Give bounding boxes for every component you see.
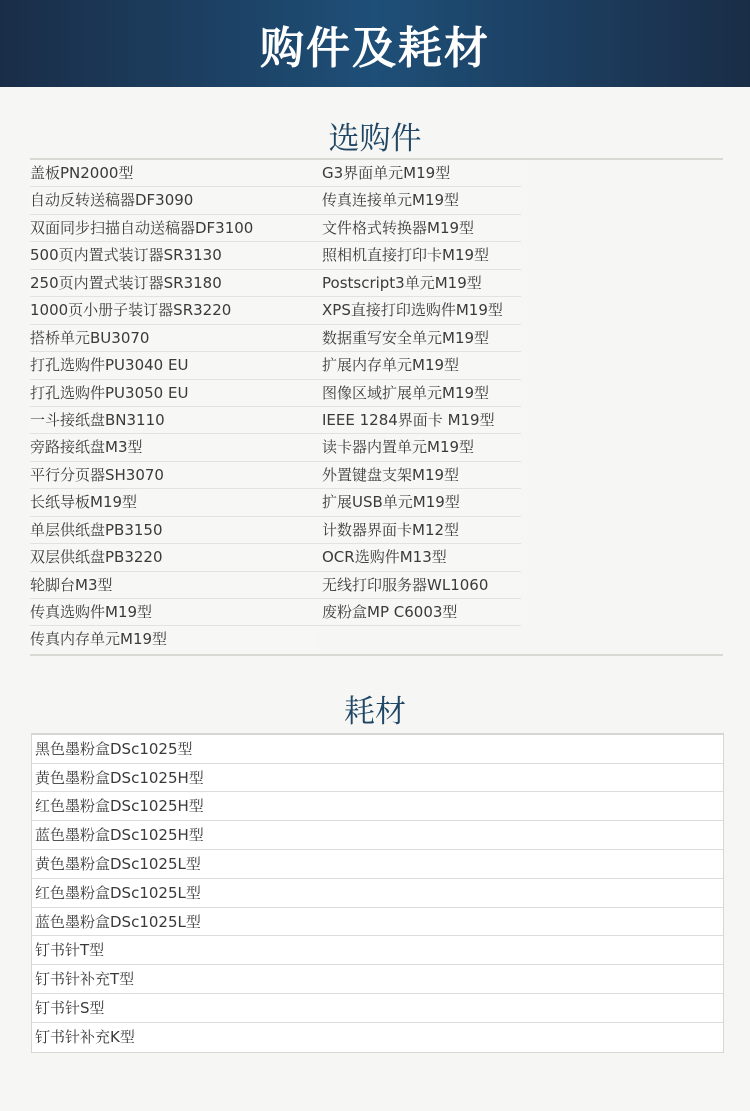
option-item: 500页内置式装订器SR3130 [30, 242, 318, 269]
option-item: 打孔选购件PU3050 EU [30, 380, 318, 407]
option-item: XPS直接打印选购件M19型 [318, 297, 521, 324]
option-item: 打孔选购件PU3040 EU [30, 352, 318, 379]
option-item: 照相机直接打印卡M19型 [318, 242, 521, 269]
option-item: 无线打印服务器WL1060 [318, 572, 521, 599]
option-item: 旁路接纸盘M3型 [30, 434, 318, 461]
option-item: Postscript3单元M19型 [318, 270, 521, 297]
option-item: 250页内置式装订器SR3180 [30, 270, 318, 297]
option-item: 自动反转送稿器DF3090 [30, 187, 318, 214]
option-item: IEEE 1284界面卡 M19型 [318, 407, 521, 434]
option-item: 传真连接单元M19型 [318, 187, 521, 214]
option-item: 读卡器内置单元M19型 [318, 434, 521, 461]
option-item: 扩展USB单元M19型 [318, 489, 521, 516]
option-item: 单层供纸盘PB3150 [30, 517, 318, 544]
option-item: 废粉盒MP C6003型 [318, 599, 521, 626]
options-section-title: 选购件 [328, 121, 422, 157]
option-item: G3界面单元M19型 [318, 160, 521, 187]
consumables-section-title: 耗材 [344, 693, 406, 730]
option-item: 文件格式转换器M19型 [318, 215, 521, 242]
option-item: 扩展内存单元M19型 [318, 352, 521, 379]
consumable-item: 蓝色墨粉盒DSc1025L型 [32, 908, 723, 937]
consumable-item: 钉书针S型 [32, 994, 723, 1023]
option-item: 搭桥单元BU3070 [30, 325, 318, 352]
option-item: 双层供纸盘PB3220 [30, 544, 318, 571]
consumable-item: 钉书针补充K型 [35, 1027, 135, 1046]
option-item: 计数器界面卡M12型 [318, 517, 521, 544]
option-item: 图像区域扩展单元M19型 [318, 380, 521, 407]
option-item: 盖板PN2000型 [30, 160, 318, 187]
option-item: 长纸导板M19型 [30, 489, 318, 516]
consumable-item: 蓝色墨粉盒DSc1025H型 [32, 821, 723, 850]
page-title: 购件及耗材 [260, 22, 490, 74]
consumable-item: 钉书针补充T型 [32, 965, 723, 994]
consumable-item: 红色墨粉盒DSc1025H型 [32, 792, 723, 821]
option-item: 外置键盘支架M19型 [318, 462, 521, 489]
option-item: OCR选购件M13型 [318, 544, 521, 571]
option-item: 1000页小册子装订器SR3220 [30, 297, 318, 324]
header-banner [0, 0, 750, 87]
option-item: 传真选购件M19型 [30, 599, 318, 626]
consumable-item: 黑色墨粉盒DSc1025型 [32, 735, 723, 764]
option-item: 传真内存单元M19型 [30, 626, 318, 653]
option-item: 轮脚台M3型 [30, 572, 318, 599]
consumable-item: 钉书针T型 [32, 936, 723, 965]
consumables-table [31, 733, 724, 1053]
option-item: 平行分页器SH3070 [30, 462, 318, 489]
consumable-item: 黄色墨粉盒DSc1025L型 [32, 850, 723, 879]
consumable-item: 红色墨粉盒DSc1025L型 [32, 879, 723, 908]
option-item: 数据重写安全单元M19型 [318, 325, 521, 352]
options-table [30, 158, 723, 656]
option-item: 一斗接纸盘BN3110 [30, 407, 318, 434]
consumable-item: 黄色墨粉盒DSc1025H型 [32, 764, 723, 793]
option-item: 双面同步扫描自动送稿器DF3100 [30, 215, 318, 242]
